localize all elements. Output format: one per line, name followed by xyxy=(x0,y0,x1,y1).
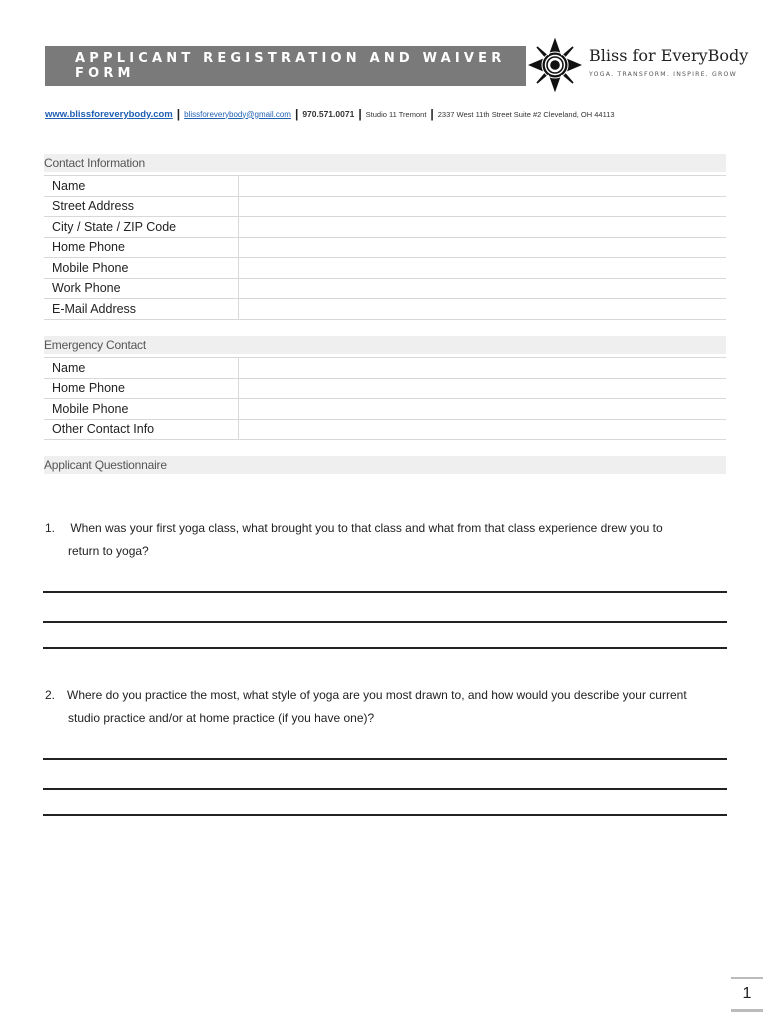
table-row xyxy=(44,237,726,258)
question-1 xyxy=(45,517,735,563)
field-input[interactable] xyxy=(239,358,727,379)
field-input[interactable] xyxy=(239,299,727,320)
studio-name: Studio 11 Tremont xyxy=(365,109,427,119)
table-row xyxy=(44,217,726,238)
table-row xyxy=(44,176,726,197)
page-number: 1 xyxy=(731,977,763,1012)
phone-number: 970.571.0071 xyxy=(302,109,355,119)
field-label: Name xyxy=(44,176,239,197)
question-2 xyxy=(45,684,735,730)
email-link[interactable]: blissforeverybody@gmail.com xyxy=(184,109,291,119)
field-input[interactable] xyxy=(239,399,727,420)
field-label: Work Phone xyxy=(44,278,239,299)
field-label: E-Mail Address xyxy=(44,299,239,320)
answer-line[interactable] xyxy=(43,647,727,649)
field-input[interactable] xyxy=(239,217,727,238)
field-input[interactable] xyxy=(239,378,727,399)
table-row xyxy=(44,419,726,440)
separator: | xyxy=(294,107,299,121)
brand-name: Bliss for EveryBody xyxy=(589,46,749,65)
answer-line[interactable] xyxy=(43,758,727,760)
answer-line[interactable] xyxy=(43,591,727,593)
mandala-icon xyxy=(528,38,582,92)
table-row xyxy=(44,299,726,320)
table-row xyxy=(44,258,726,279)
field-label: City / State / ZIP Code xyxy=(44,217,239,238)
answer-line[interactable] xyxy=(43,814,727,816)
question-text: When was your first yoga class, what brought you to that class and what from that class experience drew you to xyxy=(70,521,663,535)
question-text: Where do you practice the most, what style of yoga are you most drawn to, and how would you describe your current xyxy=(67,688,687,702)
field-label: Other Contact Info xyxy=(44,419,239,440)
form-title: APPLICANT REGISTRATION AND WAIVER FORM xyxy=(45,46,526,86)
table-row xyxy=(44,278,726,299)
contact-information-heading: Contact Information xyxy=(44,154,726,172)
field-label: Name xyxy=(44,358,239,379)
table-row xyxy=(44,378,726,399)
brand-tagline: YOGA. TRANSFORM. INSPIRE. GROW xyxy=(589,71,737,78)
studio-address: 2337 West 11th Street Suite #2 Cleveland, OH 44113 xyxy=(437,109,615,119)
table-row xyxy=(44,196,726,217)
answer-line[interactable] xyxy=(43,621,727,623)
field-input[interactable] xyxy=(239,258,727,279)
question-number: 1. xyxy=(45,521,56,535)
question-number: 2. xyxy=(45,688,56,702)
table-row xyxy=(44,399,726,420)
contact-line xyxy=(45,107,615,121)
separator: | xyxy=(358,107,362,121)
question-text-continued: return to yoga? xyxy=(68,544,149,558)
field-label: Street Address xyxy=(44,196,239,217)
contact-information-table xyxy=(44,175,726,320)
field-input[interactable] xyxy=(239,419,727,440)
field-input[interactable] xyxy=(239,237,727,258)
separator: | xyxy=(176,107,181,121)
field-label: Mobile Phone xyxy=(44,258,239,279)
field-input[interactable] xyxy=(239,176,727,197)
field-input[interactable] xyxy=(239,196,727,217)
emergency-contact-table xyxy=(44,357,726,440)
field-input[interactable] xyxy=(239,278,727,299)
answer-line[interactable] xyxy=(43,788,727,790)
brand-logo xyxy=(528,38,749,94)
field-label: Mobile Phone xyxy=(44,399,239,420)
questionnaire-heading: Applicant Questionnaire xyxy=(44,456,726,474)
website-link[interactable]: www.blissforeverybody.com xyxy=(45,108,173,120)
separator: | xyxy=(430,107,434,121)
question-text-continued: studio practice and/or at home practice (if you have one)? xyxy=(68,711,375,725)
emergency-contact-heading: Emergency Contact xyxy=(44,336,726,354)
field-label: Home Phone xyxy=(44,378,239,399)
table-row xyxy=(44,358,726,379)
field-label: Home Phone xyxy=(44,237,239,258)
